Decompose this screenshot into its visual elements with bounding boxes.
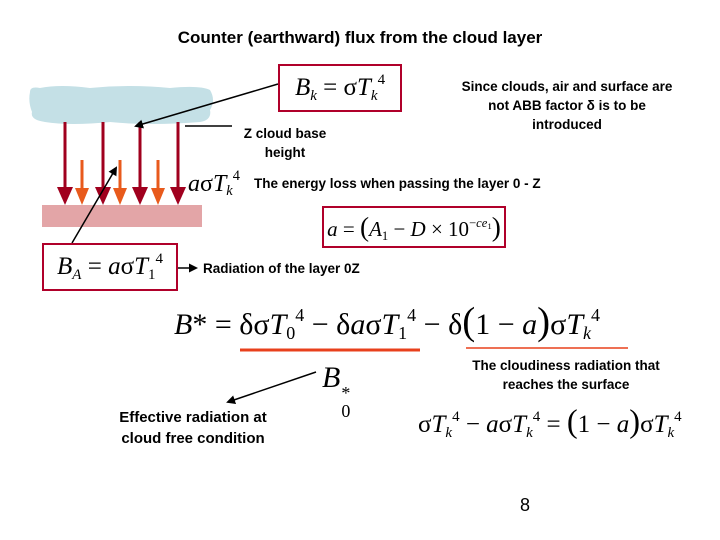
tk-formula: $\sigma T_k^4 - a\sigma T_k^4 = (1 - a)\sigma T_k^4$ <box>418 404 682 441</box>
page-number: 8 <box>520 495 531 515</box>
slide-title: Counter (earthward) flux from the cloud layer <box>177 28 543 47</box>
b0star-formula: B * 0 <box>322 361 351 421</box>
ba-formula-box: $B_A = a\sigma T_1^4$ <box>42 243 178 291</box>
bstar-formula: $B* = \delta\sigma T_0^4 - \delta a\sigma T_1^4 - \delta(1 - a)\sigma T_k^4$ <box>174 300 601 344</box>
bk-formula-box: $B_k = \sigma T_k^4$ <box>278 64 402 112</box>
clouds-note: Since clouds, air and surface are not ABB factor δ is to be introduced <box>461 79 673 132</box>
radiation-layer-note: Radiation of the layer 0Z <box>203 261 360 276</box>
cloud-shape <box>29 86 213 124</box>
b0star-pointer-arrow <box>228 372 316 402</box>
cloudiness-radiation-note: The cloudiness radiation that reaches the surface <box>472 358 660 392</box>
cloud-base-label: Z cloud base height <box>243 126 327 160</box>
a-formula-box: $a = (A_1 - D \times 10^{-ce_1})$ <box>322 206 506 248</box>
atk-formula: aσT$_k^4$ <box>188 168 240 200</box>
effective-radiation-note: Effective radiation at cloud free condition <box>119 409 267 447</box>
ground-layer <box>42 205 202 227</box>
layer-downward-arrows <box>75 160 165 205</box>
energy-loss-note: The energy loss when passing the layer 0 - Z <box>254 176 541 191</box>
